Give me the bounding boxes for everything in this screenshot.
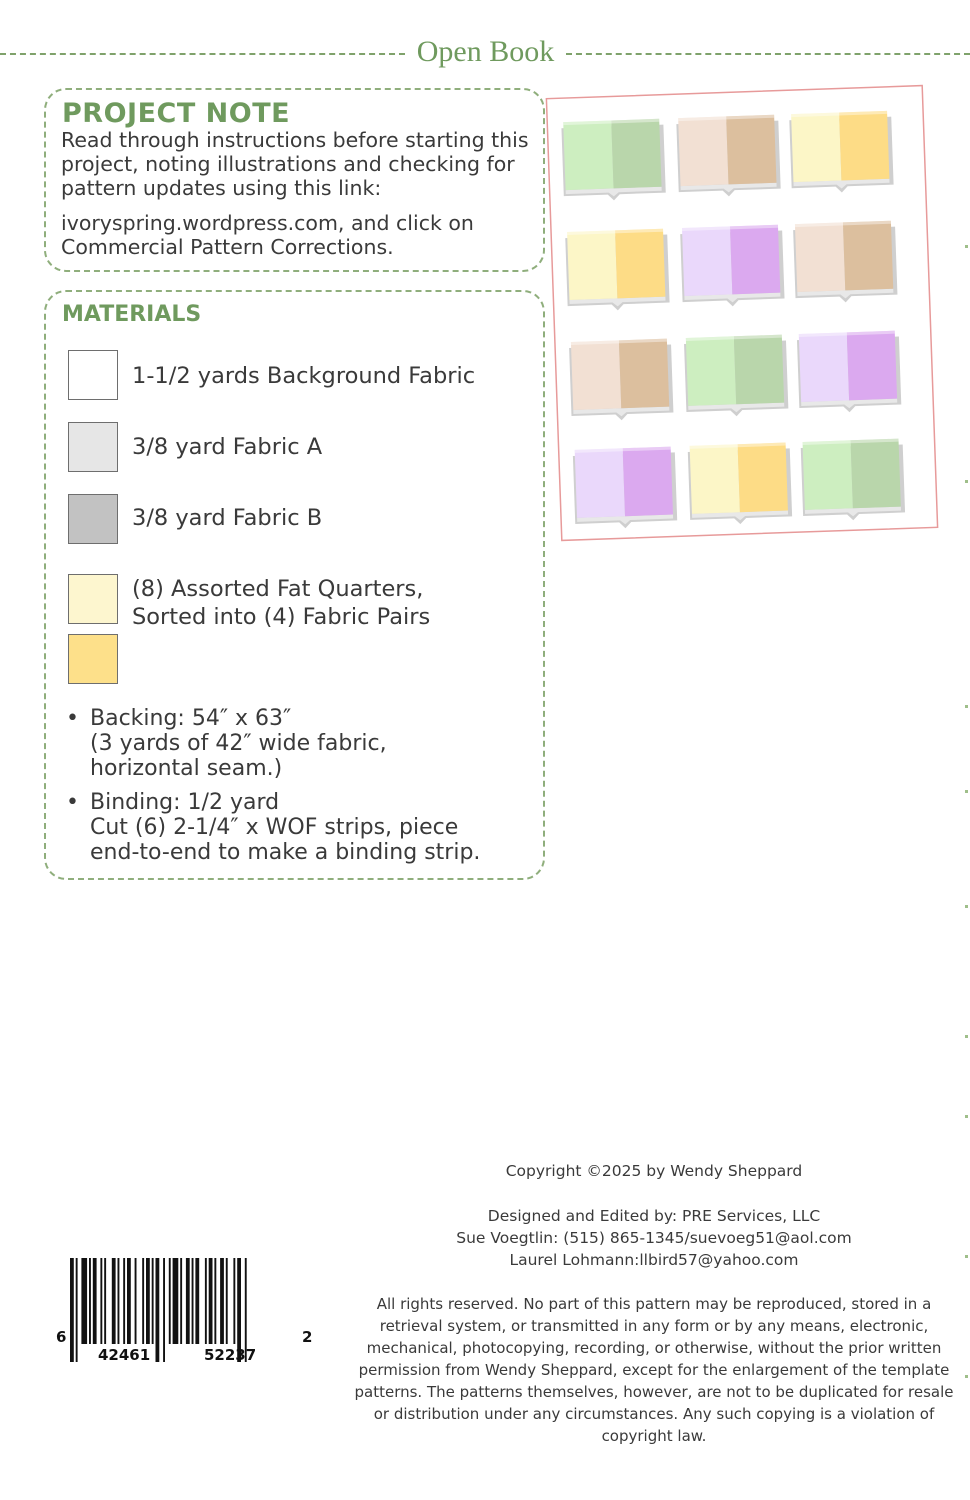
barcode-right-digit: 2 <box>302 1328 313 1346</box>
decorative-dot <box>965 1035 968 1038</box>
decorative-dot <box>965 1255 968 1258</box>
background-fabric-label: 1-1/2 yards Background Fabric <box>132 363 476 389</box>
project-note-box <box>44 88 545 272</box>
bullet-icon: • <box>66 706 79 731</box>
quilt-illustration <box>540 78 944 548</box>
binding-text: Binding: 1/2 yard Cut (6) 2-1/4″ x WOF strips, piece end-to-end to make a binding strip. <box>90 790 481 865</box>
book-block-peach <box>676 115 781 199</box>
book-block-peach <box>569 338 674 422</box>
pattern-title: Open Book <box>416 35 555 68</box>
decorative-dot <box>965 905 968 908</box>
book-block-green <box>801 438 906 522</box>
header-rule-right <box>566 53 970 55</box>
book-block-purple <box>680 225 785 309</box>
designed-by-text: Designed and Edited by: PRE Services, LLC <box>487 1207 821 1225</box>
decorative-dot <box>965 245 968 248</box>
book-block-purple <box>573 446 678 530</box>
book-block-green <box>684 334 789 418</box>
fat-quarter-swatch-light <box>68 574 118 624</box>
barcode-left-digit: 6 <box>56 1328 67 1346</box>
background-fabric-swatch <box>68 350 118 400</box>
materials-title: MATERIALS <box>62 302 202 327</box>
barcode-group-2: 52237 <box>204 1346 257 1364</box>
project-note-text: Read through instructions before starting this project, noting illustrations and checking for pattern updates using this link: <box>61 128 529 200</box>
barcode <box>56 1258 318 1368</box>
book-block-purple <box>797 331 902 415</box>
fat-quarter-swatch-dark <box>68 634 118 684</box>
fat-quarters-label: (8) Assorted Fat Quarters, Sorted into (4) Fabric Pairs <box>132 576 431 630</box>
decorative-dot <box>965 705 968 708</box>
fabric-a-swatch <box>68 422 118 472</box>
fabric-a-label: 3/8 yard Fabric A <box>132 434 323 460</box>
book-block-yellow <box>789 111 894 195</box>
materials-box <box>44 290 545 880</box>
book-block-yellow <box>688 442 793 526</box>
decorative-dot <box>965 480 968 483</box>
backing-text: Backing: 54″ x 63″ (3 yards of 42″ wide fabric, horizontal seam.) <box>90 706 387 781</box>
fabric-b-swatch <box>68 494 118 544</box>
decorative-dot <box>965 1115 968 1118</box>
fabric-b-label: 3/8 yard Fabric B <box>132 505 323 531</box>
project-note-title: PROJECT NOTE <box>62 98 291 129</box>
book-block-green <box>561 119 666 203</box>
header-rule-left <box>0 53 405 55</box>
copyright-text: Copyright ©2025 by Wendy Sheppard <box>505 1162 803 1180</box>
barcode-bars-icon <box>56 1258 318 1368</box>
pattern-corrections-link[interactable]: ivoryspring.wordpress.com, and click on Commercial Pattern Corrections. <box>61 211 474 259</box>
contact-laurel: Laurel Lohmann:llbird57@yahoo.com <box>509 1251 799 1269</box>
barcode-group-1: 42461 <box>98 1346 151 1364</box>
bullet-icon: • <box>66 790 79 815</box>
book-block-yellow <box>565 229 670 313</box>
contact-sue: Sue Voegtlin: (515) 865-1345/suevoeg51@aol.com <box>456 1229 852 1247</box>
rights-reserved-text: All rights reserved. No part of this pattern may be reproduced, stored in a retrieval system, or transmitted in any form or by any means, electronic, mechanical, photocopying, recording, or otherwise, without the prior written permission from Wendy Sheppard, except for the enlargement of the template patterns. The patterns themselves, however, are not to be duplicated for resale or distribution under any circumstances. Any such copying is a violation of copyright law. <box>354 1295 954 1445</box>
decorative-dot <box>965 790 968 793</box>
book-block-peach <box>793 221 898 305</box>
decorative-dot <box>965 1375 968 1378</box>
